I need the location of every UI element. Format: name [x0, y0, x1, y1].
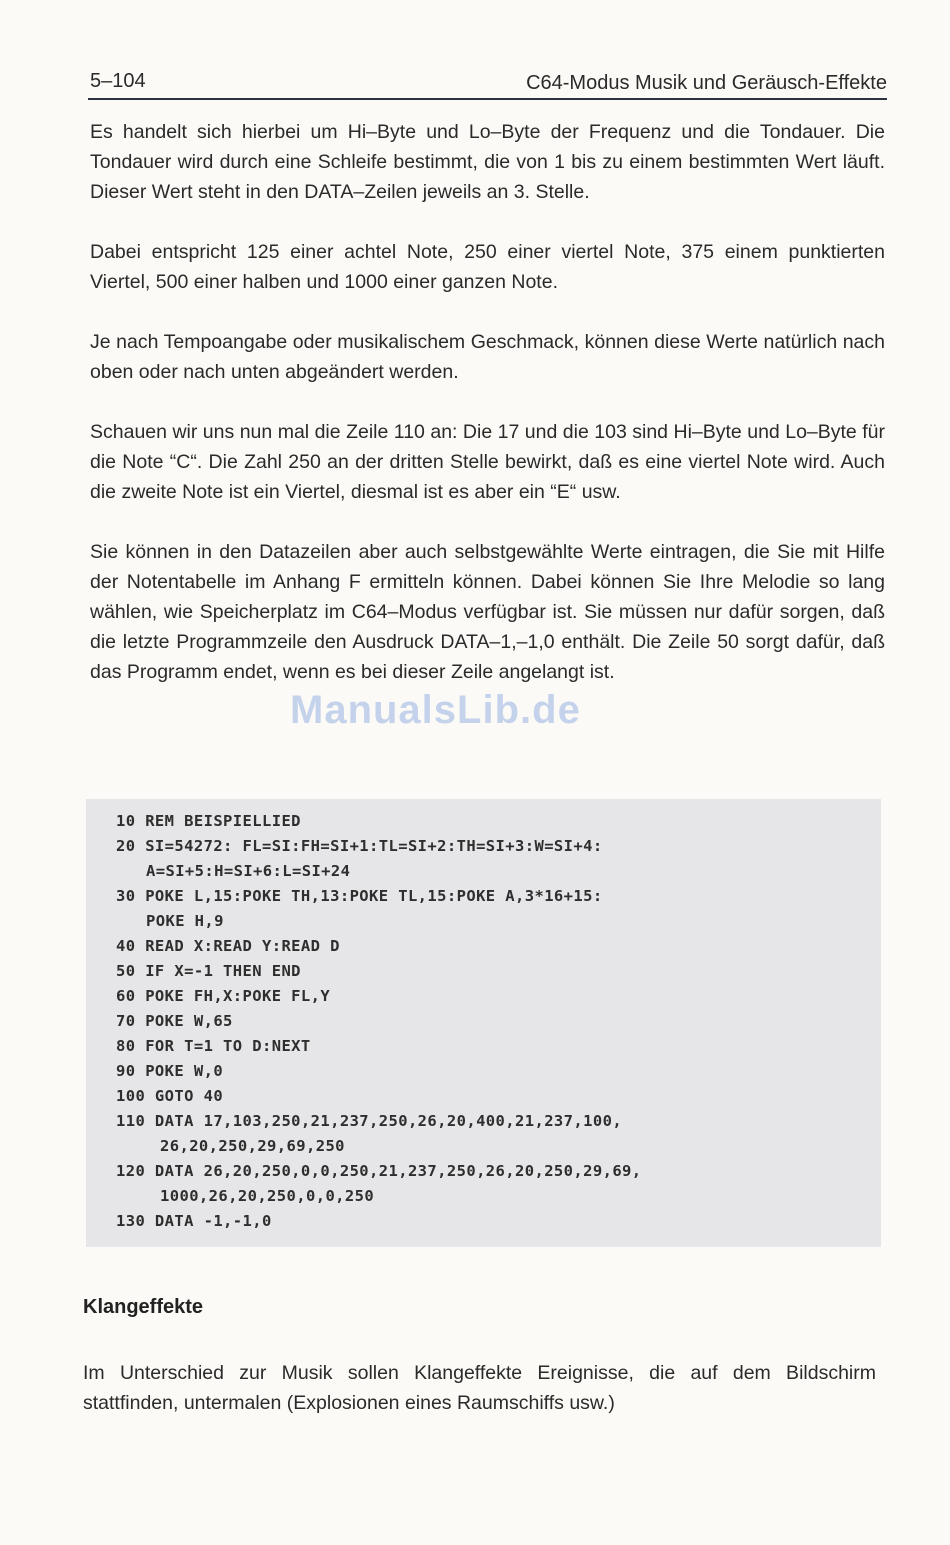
code-line: 40 READ X:READ Y:READ D: [116, 937, 340, 955]
code-line: 50 IF X=-1 THEN END: [116, 962, 301, 980]
paragraph: Schauen wir uns nun mal die Zeile 110 an: Die 17 und die 103 sind Hi–Byte und Lo–Byte für die Note “C“. Die Zahl 250 an der dritten Stelle bewirkt, daß es eine viertel Note wird. Auch die zweite Note ist ein Viertel, diesmal ist es aber ein “E“ usw.: [90, 421, 885, 503]
code-line: 70 POKE W,65: [116, 1012, 233, 1030]
code-line: 100 GOTO 40: [116, 1087, 224, 1105]
running-title: C64-Modus Musik und Geräusch-Effekte: [526, 72, 887, 94]
code-line: 26,20,250,29,69,250: [160, 1137, 345, 1155]
code-line: 20 SI=54272: FL=SI:FH=SI+1:TL=SI+2:TH=SI+3:W=SI+4:: [116, 837, 603, 855]
paragraph: Dabei entspricht 125 einer achtel Note, 250 einer viertel Note, 375 einem punktierten Viertel, 500 einer halben und 1000 einer ganzen Note.: [90, 241, 885, 293]
page-header: [88, 66, 887, 100]
body-text: [90, 117, 885, 717]
page-number: 5–104: [90, 70, 146, 92]
watermark: ManualsLib.de: [290, 688, 581, 732]
paragraph: Es handelt sich hierbei um Hi–Byte und Lo–Byte der Frequenz und die Tondauer. Die Tondauer wird durch eine Schleife bestimmt, die von 1 bis zu einem bestimmten Wert läuft. Dieser Wert steht in den DATA–Zeilen jeweils an 3. Stelle.: [90, 121, 885, 203]
code-line: 90 POKE W,0: [116, 1062, 224, 1080]
code-line: POKE H,9: [146, 912, 224, 930]
code-line: 30 POKE L,15:POKE TH,13:POKE TL,15:POKE A,3*16+15:: [116, 887, 603, 905]
paragraph: Je nach Tempoangabe oder musikalischem Geschmack, können diese Werte natürlich nach oben oder nach unten abgeändert werden.: [90, 331, 885, 383]
paragraph: Sie können in den Datazeilen aber auch selbstgewählte Werte eintragen, die Sie mit Hilfe der Notentabelle im Anhang F ermitteln können. Dabei können Sie Ihre Melodie so lang wählen, wie Speicherplatz im C64–Modus verfügbar ist. Sie müssen nur dafür sorgen, daß die letzte Programmzeile den Ausdruck DATA–1,–1,0 enthält. Die Zeile 50 sorgt dafür, daß das Programm endet, wenn es bei dieser Zeile angelangt ist.: [90, 541, 885, 683]
code-line: 130 DATA -1,-1,0: [116, 1212, 272, 1230]
code-line: 1000,26,20,250,0,0,250: [160, 1187, 375, 1205]
code-line: 60 POKE FH,X:POKE FL,Y: [116, 987, 331, 1005]
code-line: A=SI+5:H=SI+6:L=SI+24: [146, 862, 351, 880]
code-line: 110 DATA 17,103,250,21,237,250,26,20,400,21,237,100,: [116, 1112, 623, 1130]
code-line: 120 DATA 26,20,250,0,0,250,21,237,250,26,20,250,29,69,: [116, 1162, 642, 1180]
code-line: 10 REM BEISPIELLIED: [116, 812, 301, 830]
section-heading: Klangeffekte: [83, 1296, 204, 1318]
code-listing: [86, 799, 881, 1247]
code-line: 80 FOR T=1 TO D:NEXT: [116, 1037, 311, 1055]
paragraph: Im Unterschied zur Musik sollen Klangeffekte Ereignisse, die auf dem Bildschirm stattfinden, untermalen (Explosionen eines Raumschiffs usw.): [83, 1362, 876, 1414]
